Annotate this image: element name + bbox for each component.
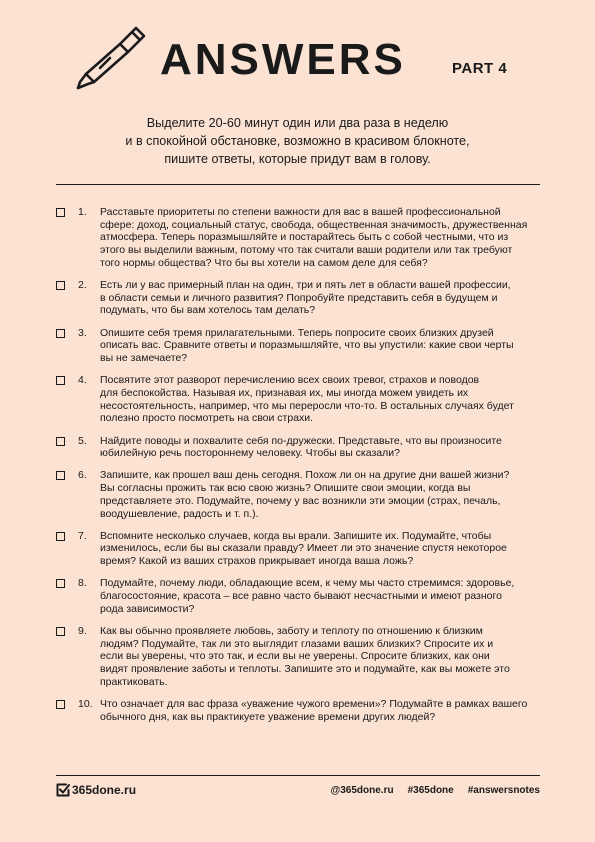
question-item (56, 469, 542, 520)
question-number: 8. (78, 577, 87, 590)
question-line: сфере: доход, социальный статус, свобода, общественная значимость, дружественная (100, 218, 528, 231)
question-text (100, 279, 542, 317)
fountain-pen-icon (72, 24, 146, 90)
question-checkbox[interactable] (56, 329, 65, 338)
question-checkbox[interactable] (56, 437, 65, 446)
question-line: Посвятите этот разворот перечислению всех своих тревог, страхов и поводов (100, 374, 480, 387)
question-line: описать вас. Сравните ответы и поразмышляйте, что вы упустили: какие свои черты (100, 339, 514, 352)
question-text (100, 530, 542, 568)
intro-line: Выделите 20-60 минут один или два раза в неделю (146, 116, 449, 130)
intro-text (60, 114, 535, 168)
question-line: вы не замечаете? (100, 352, 188, 365)
question-number: 5. (78, 434, 87, 447)
question-text (100, 374, 542, 425)
question-item (56, 530, 542, 568)
question-item (56, 435, 542, 460)
question-item (56, 625, 542, 689)
tag-365done[interactable]: #365done (407, 785, 454, 796)
question-number: 6. (78, 469, 87, 482)
question-checkbox[interactable] (56, 532, 65, 541)
question-checkbox[interactable] (56, 579, 65, 588)
question-line: атмосфера. Теперь поразмышляйте и постарайтесь быть с собой честными, что из (100, 231, 509, 244)
question-number: 2. (78, 279, 87, 292)
question-line: несостоятельность, например, что мы переросли что-то. В остальных случаях будет (100, 399, 514, 412)
question-line: для беспокойства. Называя их, признавая их, мы иногда можем увидеть их (100, 386, 469, 399)
question-text (100, 577, 542, 615)
question-line: время? Какой из ваших страхов прикрывает иногда ваша ложь? (100, 555, 414, 568)
question-line: полезно просто посмотреть на свои страхи. (100, 412, 314, 425)
question-line: обычного дня, как вы практикуете уважение времени других людей? (100, 710, 436, 723)
question-text (100, 435, 542, 460)
question-line: Найдите поводы и похвалите себя по-дружески. Представьте, что вы произносите (100, 434, 502, 447)
top-divider (56, 184, 540, 185)
question-item (56, 327, 542, 365)
question-text (100, 327, 542, 365)
question-number: 10. (78, 698, 93, 710)
tag-site[interactable]: @365done.ru (330, 785, 394, 796)
question-text (100, 469, 542, 520)
question-line: Запишите, как прошел ваш день сегодня. Похож ли он на другие дни вашей жизни? (100, 469, 510, 482)
question-line: практиковать. (100, 675, 168, 688)
brand-label: 365done.ru (72, 783, 137, 797)
question-line: Вспомните несколько случаев, когда вы врали. Запишите их. Подумайте, чтобы (100, 529, 492, 542)
bottom-divider (56, 775, 540, 776)
question-checkbox[interactable] (56, 471, 65, 480)
question-list (56, 206, 542, 733)
question-line: представляете это. Подумайте, почему у вас возникли эти эмоции (страх, печаль, (100, 494, 501, 507)
question-text (100, 698, 542, 723)
part-label: PART 4 (452, 60, 508, 77)
question-line: Опишите себя тремя прилагательными. Теперь попросите своих близких друзей (100, 326, 494, 339)
question-line: Расставьте приоритеты по степени важности для вас в вашей профессиональной (100, 206, 501, 218)
question-number: 1. (78, 206, 87, 218)
question-number: 7. (78, 529, 87, 542)
question-line: если вы уверены, что это так, и если вы не уверены. Спросите близких, как они (100, 650, 490, 663)
question-line: Вы согласны прожить так всю свою жизнь? Опишите свои эмоции, когда вы (100, 482, 471, 495)
question-number: 4. (78, 374, 87, 387)
question-line: Есть ли у вас примерный план на один, три и пять лет в области вашей профессии, (100, 279, 511, 292)
question-line: изменилось, если бы вы сказали правду? Имеет ли это значение спустя некоторое (100, 542, 507, 555)
question-item (56, 374, 542, 425)
question-line: Что означает для вас фраза «уважение чужого времени»? Подумайте в рамках вашего (100, 698, 528, 710)
question-line: в области семьи и личного развития? Попробуйте представить себя в будущем и (100, 291, 498, 304)
question-line: видят проявление заботы и теплоты. Запишите это и подумайте, как вы можете это (100, 663, 510, 676)
question-line: Подумайте, почему люди, обладающие всем, к чему мы часто стремимся: здоровье, (100, 577, 515, 590)
question-item (56, 577, 542, 615)
page-title: ANSWERS (160, 35, 406, 84)
question-line: этого вы выделили важным, потому что так считали ваши родители или так требуют (100, 244, 513, 257)
question-line: юбилейную речь постороннему человеку. Чтобы вы сказали? (100, 447, 400, 460)
question-line: подумать, что бы вам хотелось там делать? (100, 304, 316, 317)
question-line: Как вы обычно проявляете любовь, заботу и теплоту по отношению к близким (100, 624, 483, 637)
question-number: 3. (78, 326, 87, 339)
question-line: рода зависимости? (100, 602, 195, 615)
question-checkbox[interactable] (56, 627, 65, 636)
question-line: благосостояние, красота – все равно часто бывают несчастными и имеют разного (100, 590, 502, 603)
question-checkbox[interactable] (56, 208, 65, 217)
brand[interactable] (56, 783, 136, 797)
tag-answersnotes[interactable]: #answersnotes (467, 785, 540, 796)
question-checkbox[interactable] (56, 281, 65, 290)
question-item (56, 698, 542, 723)
intro-line: и в спокойной обстановке, возможно в красивом блокноте, (125, 134, 470, 148)
question-item (56, 279, 542, 317)
question-text (100, 206, 542, 270)
question-item (56, 206, 542, 270)
intro-line: пишите ответы, которые придут вам в голову. (164, 152, 431, 166)
question-checkbox[interactable] (56, 376, 65, 385)
question-line: того нормы общества? Что бы вы хотели на самом деле для себя? (100, 256, 428, 269)
question-number: 9. (78, 624, 87, 637)
checkbox-check-icon (56, 783, 70, 797)
question-line: воодушевление, радость и т. п.). (100, 507, 259, 520)
question-checkbox[interactable] (56, 700, 65, 709)
question-text (100, 625, 542, 689)
hashtags (330, 785, 540, 796)
footer (56, 783, 540, 799)
question-line: людям? Подумайте, так ли это выглядит глазами ваших близких? Спросите их и (100, 637, 494, 650)
